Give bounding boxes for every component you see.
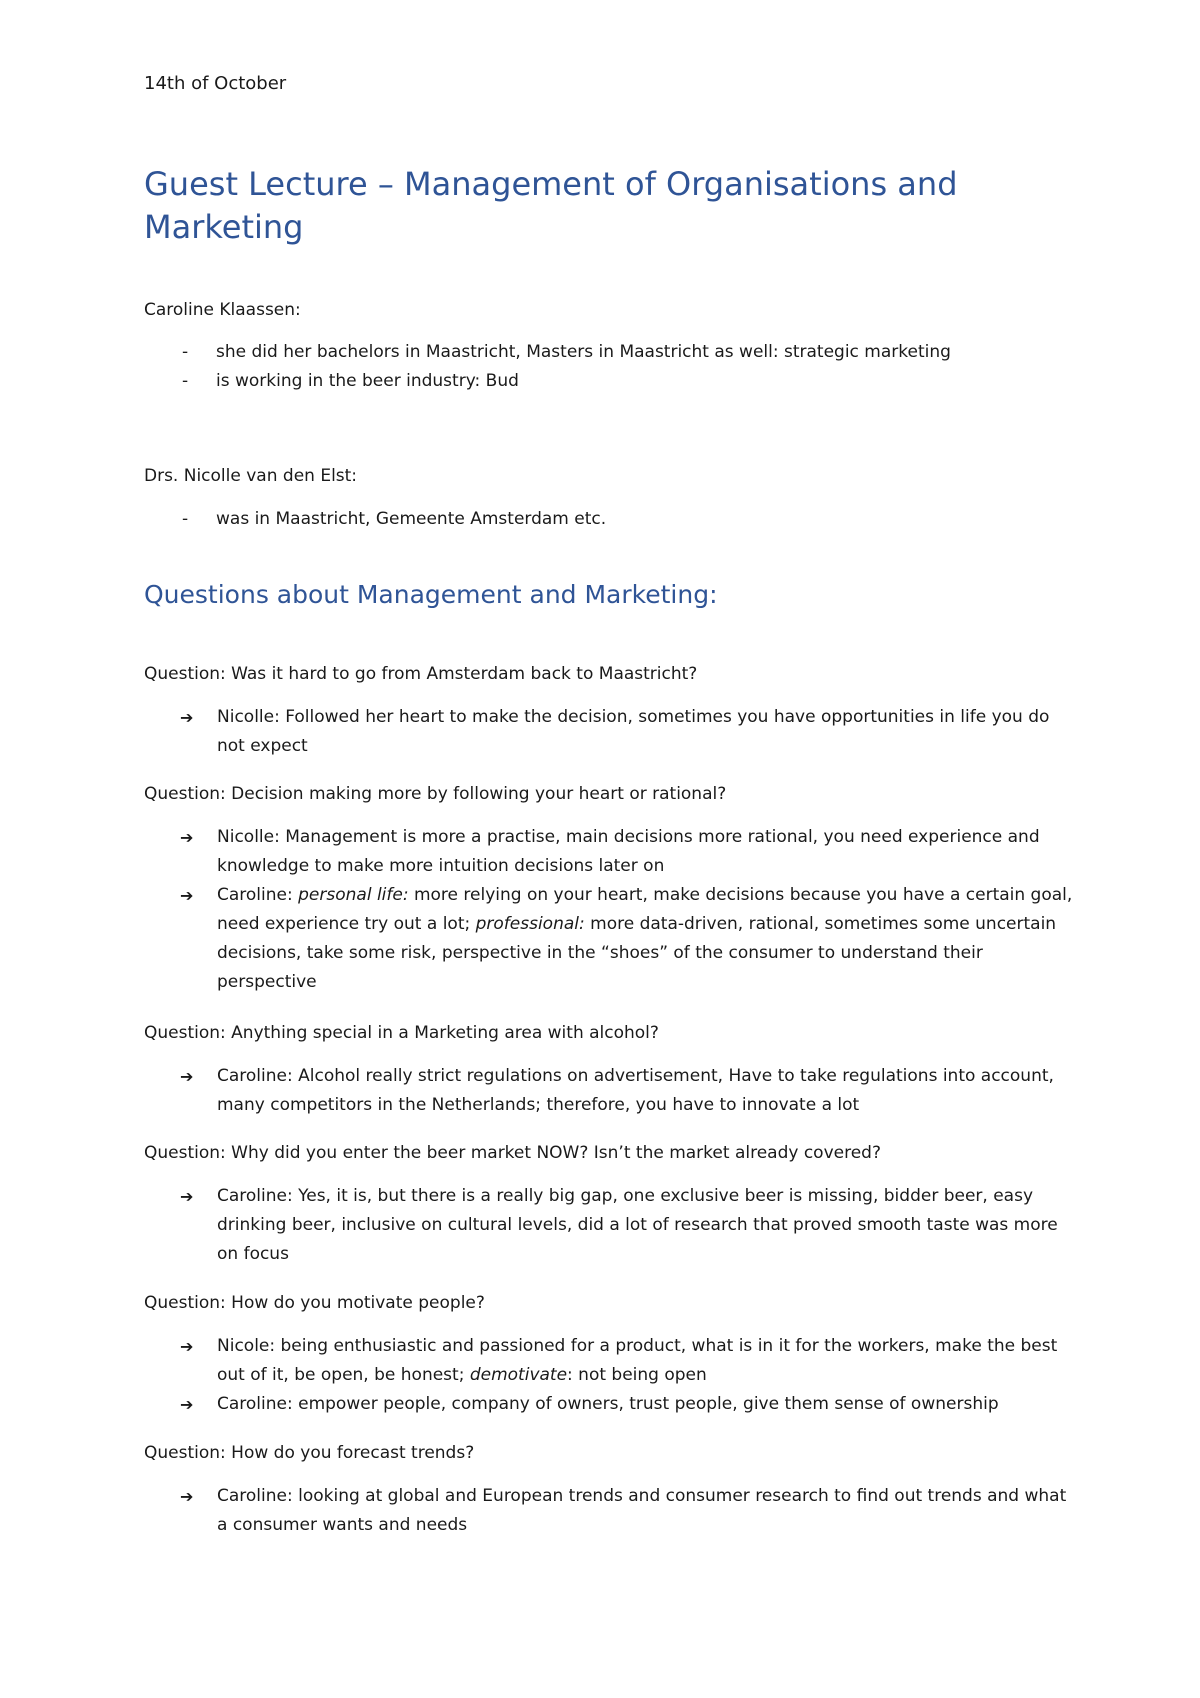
answer-list	[144, 1182, 1074, 1269]
answer-text-emphasis: demotivate	[469, 1365, 568, 1385]
answer-list	[144, 823, 1074, 997]
answer-list	[144, 1482, 1074, 1540]
arrow-right-icon: ➔	[180, 1067, 194, 1086]
answer-item	[144, 1482, 1074, 1540]
answer-item	[144, 1390, 1074, 1419]
answer-text: Nicolle: Management is more a practise, main decisions more rational, you need experience and knowledge to make more intuition decisions later on	[217, 827, 1040, 876]
question-text: Question: Decision making more by following your heart or rational?	[144, 784, 727, 804]
answer-item	[144, 1062, 1074, 1120]
answer-text	[217, 885, 1072, 992]
answer-text: Nicolle: Followed her heart to make the decision, sometimes you have opportunities in life you do not expect	[217, 707, 1050, 756]
question-text: Question: Was it hard to go from Amsterdam back to Maastricht?	[144, 664, 698, 684]
answer-list	[144, 1062, 1074, 1120]
list-item	[144, 338, 951, 367]
answer-list	[144, 1332, 1074, 1419]
answer-item	[144, 703, 1074, 761]
arrow-right-icon: ➔	[180, 1187, 194, 1206]
answer-list	[144, 703, 1074, 761]
list-item	[144, 367, 951, 396]
list-item-text: she did her bachelors in Maastricht, Masters in Maastricht as well: strategic marketing	[216, 342, 951, 362]
answer-item	[144, 823, 1074, 881]
section-heading: Questions about Management and Marketing:	[144, 580, 718, 609]
arrow-right-icon: ➔	[180, 708, 194, 727]
arrow-right-icon: ➔	[180, 828, 194, 847]
answer-text-emphasis: personal life:	[298, 885, 409, 905]
answer-text	[217, 1336, 1057, 1385]
answer-text-part: Caroline:	[217, 885, 299, 905]
arrow-right-icon: ➔	[180, 1337, 194, 1356]
answer-text-part: Nicole: being enthusiastic and passioned for a product, what is in it for the workers, make the best out of it, be open, be honest;	[217, 1336, 1058, 1385]
answer-item	[144, 1182, 1074, 1269]
question-text: Question: How do you motivate people?	[144, 1293, 485, 1313]
answer-text: Caroline: Yes, it is, but there is a really big gap, one exclusive beer is missing, bidder beer, easy drinking beer, inclusive on cultural levels, did a lot of research that proved smooth taste was more on focus	[217, 1186, 1058, 1264]
dash-bullet: -	[182, 509, 189, 529]
answer-text: Caroline: Alcohol really strict regulations on advertisement, Have to take regulations into account, many competitors in the Netherlands; therefore, you have to innovate a lot	[217, 1066, 1054, 1115]
answer-item	[144, 881, 1074, 997]
list-item-text: was in Maastricht, Gemeente Amsterdam etc.	[216, 509, 607, 529]
answer-text-part: : not being open	[567, 1365, 707, 1385]
speaker-bullet-list	[144, 338, 951, 396]
question-text: Question: How do you forecast trends?	[144, 1443, 475, 1463]
question-text: Question: Anything special in a Marketing area with alcohol?	[144, 1023, 659, 1043]
list-item	[144, 505, 606, 534]
speaker-name: Drs. Nicolle van den Elst:	[144, 466, 358, 486]
answer-text-emphasis: professional:	[475, 914, 585, 934]
answer-text: Caroline: looking at global and European trends and consumer research to find out trends and what a consumer wants and needs	[217, 1486, 1067, 1535]
question-text: Question: Why did you enter the beer market NOW? Isn’t the market already covered?	[144, 1143, 881, 1163]
answer-text-part: more relying on your heart, make decisions because you have a certain goal, need experience try out a lot;	[217, 885, 1073, 934]
document-date: 14th of October	[144, 73, 287, 94]
arrow-right-icon: ➔	[180, 1487, 194, 1506]
answer-text: Caroline: empower people, company of owners, trust people, give them sense of ownership	[217, 1394, 999, 1414]
dash-bullet: -	[182, 342, 189, 362]
answer-text-part: more data-driven, rational, sometimes some uncertain decisions, take some risk, perspective in the “shoes” of the consumer to understand their perspective	[217, 914, 1057, 992]
speaker-name: Caroline Klaassen:	[144, 300, 301, 320]
dash-bullet: -	[182, 371, 189, 391]
arrow-right-icon: ➔	[180, 1395, 194, 1414]
speaker-bullet-list	[144, 505, 606, 534]
list-item-text: is working in the beer industry: Bud	[216, 371, 519, 391]
document-title: Guest Lecture – Management of Organisations and Marketing	[144, 165, 958, 246]
arrow-right-icon: ➔	[180, 886, 194, 905]
answer-item	[144, 1332, 1074, 1390]
